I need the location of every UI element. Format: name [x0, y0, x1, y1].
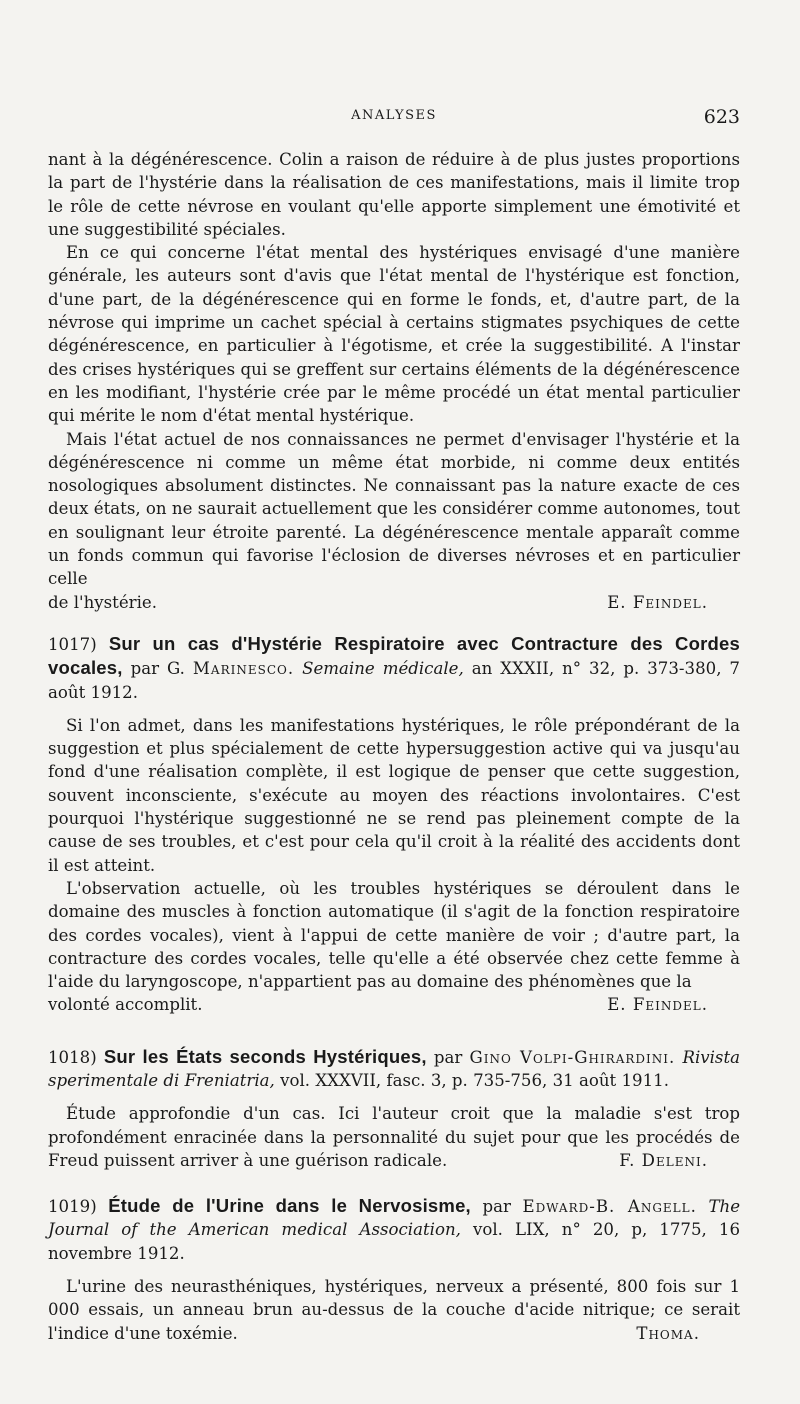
entry-signature: E. Feindel. [607, 995, 708, 1015]
entry-author: Edward-B. Angell. [522, 1197, 697, 1217]
entry-title: Sur les États seconds Hystériques, [103, 1045, 427, 1067]
entry-source: Rivista sperimentale di Freniatria, [48, 1047, 741, 1090]
entry-reference: an XXXII, n° 32, p. 373-380, 7 août 1912. [48, 659, 740, 702]
entry-1017-body [48, 714, 740, 1017]
entry-last-line: Étude approfondie d'un cas. Ici l'auteur croit que la maladie s'est trop profondément enracinée dans la personnalité du sujet pour que les procédés de Freud puissent arriver à une guérison radicale. [48, 1104, 740, 1170]
entry-number: 1017) [48, 634, 97, 654]
entry-1019-body [48, 1275, 740, 1345]
entry-source: Semaine médicale, [302, 659, 464, 679]
author-prefix: par [433, 1047, 463, 1067]
author-prefix: par [482, 1197, 511, 1217]
entry-author: Gino Volpi-Ghirardini. [469, 1047, 676, 1067]
entry-1019-heading [48, 1194, 740, 1265]
entry-signature: F. Deleni. [619, 1150, 708, 1170]
intro-last-line: de l'hystérie. [48, 592, 157, 612]
intro-paragraph-1: nant à la dégénérescence. Colin a raison de réduire à de plus justes proportions la part de l'hystérie dans la réalisation de ces manifestations, mais il limite trop le rôle de cette névrose en voulant qu'elle apporte simplement une émotivité et une suggestibilité spéciales. [48, 150, 740, 239]
entry-paragraph: L'observation actuelle, où les troubles hystériques se déroulent dans le domaine des muscles à fonction automatique (il s'agit de la fonction respiratoire des cordes vocales), vient à l'appui de cette manière de voir ; d'autre part, la contracture des cordes vocales, telle qu'elle a été observée chez cette femme à l'aide du laryngoscope, n'appartient pas au domaine des phénomènes que la [48, 878, 740, 992]
entry-paragraph: Si l'on admet, dans les manifestations hystériques, le rôle prépondérant de la suggestion et plus spécialement de cette hypersuggestion active qui va jusqu'au fond d'une réalisation complète, il est logique de penser que cette suggestion, souvent inconsciente, s'exécute au moyen des réactions involontaires. C'est pourquoi l'hystérique suggestionné ne se rend pas pleinement compte de la cause de ses troubles, et c'est pour cela qu'il croit à la réalité des accidents dont il est atteint. [48, 715, 740, 875]
entry-author: Marinesco. [192, 659, 295, 679]
page-number: 623 [703, 106, 740, 128]
entry-1019 [48, 1194, 740, 1345]
entry-paragraph [48, 1275, 740, 1345]
entry-1017-heading [48, 632, 740, 704]
entry-number: 1018) [48, 1047, 97, 1067]
entry-last-line: volonté accomplit. [48, 995, 203, 1015]
entry-closing-line [48, 993, 740, 1016]
entry-1018-body [48, 1102, 740, 1172]
running-title: ANALYSES [351, 108, 437, 123]
entry-reference: vol. XXXVII, fasc. 3, p. 735-756, 31 août 1911. [280, 1070, 670, 1090]
entry-title: Sur un cas d'Hystérie Respiratoire avec Contracture des Cordes vocales, [48, 632, 740, 679]
body-text [48, 148, 740, 1345]
intro-signature: E. Feindel. [607, 592, 708, 612]
page-header [48, 108, 740, 132]
entry-paragraph [48, 1102, 740, 1172]
entry-title: Étude de l'Urine dans le Nervosisme, [108, 1195, 471, 1217]
entry-reference: vol. LIX, n° 20, p, 1775, 16 novembre 1912. [48, 1220, 740, 1263]
intro-closing-line [48, 591, 740, 614]
entry-1017 [48, 632, 740, 1017]
entry-1018 [48, 1045, 740, 1172]
entry-1018-heading [48, 1045, 740, 1093]
intro-paragraph-2: En ce qui concerne l'état mental des hystériques envisagé d'une manière générale, les auteurs sont d'avis que l'état mental de l'hystérique est fonction, d'une part, de la dégénérescence qui en forme le fonds, et, d'autre part, de la névrose qui imprime un cachet spécial à certains stigmates psychiques de cette dégénérescence, en particulier à l'égotisme, et crée la suggestibilité. A l'instar des crises hystériques qui se greffent sur certains éléments de la dégénérescence en les modifiant, l'hystérie crée par le même procédé un état mental particulier qui mérite le nom d'état mental hystérique. [48, 243, 740, 426]
entry-last-line: L'urine des neurasthéniques, hystériques, nerveux a présenté, 800 fois sur 1 000 essais, un anneau brun au-dessus de la couche d'acide nitrique; ce serait l'indice d'une toxémie. [48, 1277, 740, 1343]
entry-signature: Thoma. [636, 1323, 700, 1343]
intro-paragraph-3: Mais l'état actuel de nos connaissances ne permet d'envisager l'hystérie et la dégénérescence ni comme un même état morbide, ni comme deux entités nosologiques absolument distinctes. Ne connaissant pas la nature exacte de ces deux états, on ne saurait actuellement que les considérer comme autonomes, tout en soulignant leur étroite parenté. La dégénérescence mentale apparaît comme un fonds commun qui favorise l'éclosion de diverses névroses et en particulier celle [48, 429, 740, 589]
entry-number: 1019) [48, 1197, 97, 1217]
author-prefix: par G. [130, 659, 185, 679]
entry-source: The Journal of the American medical Association, [48, 1197, 741, 1240]
